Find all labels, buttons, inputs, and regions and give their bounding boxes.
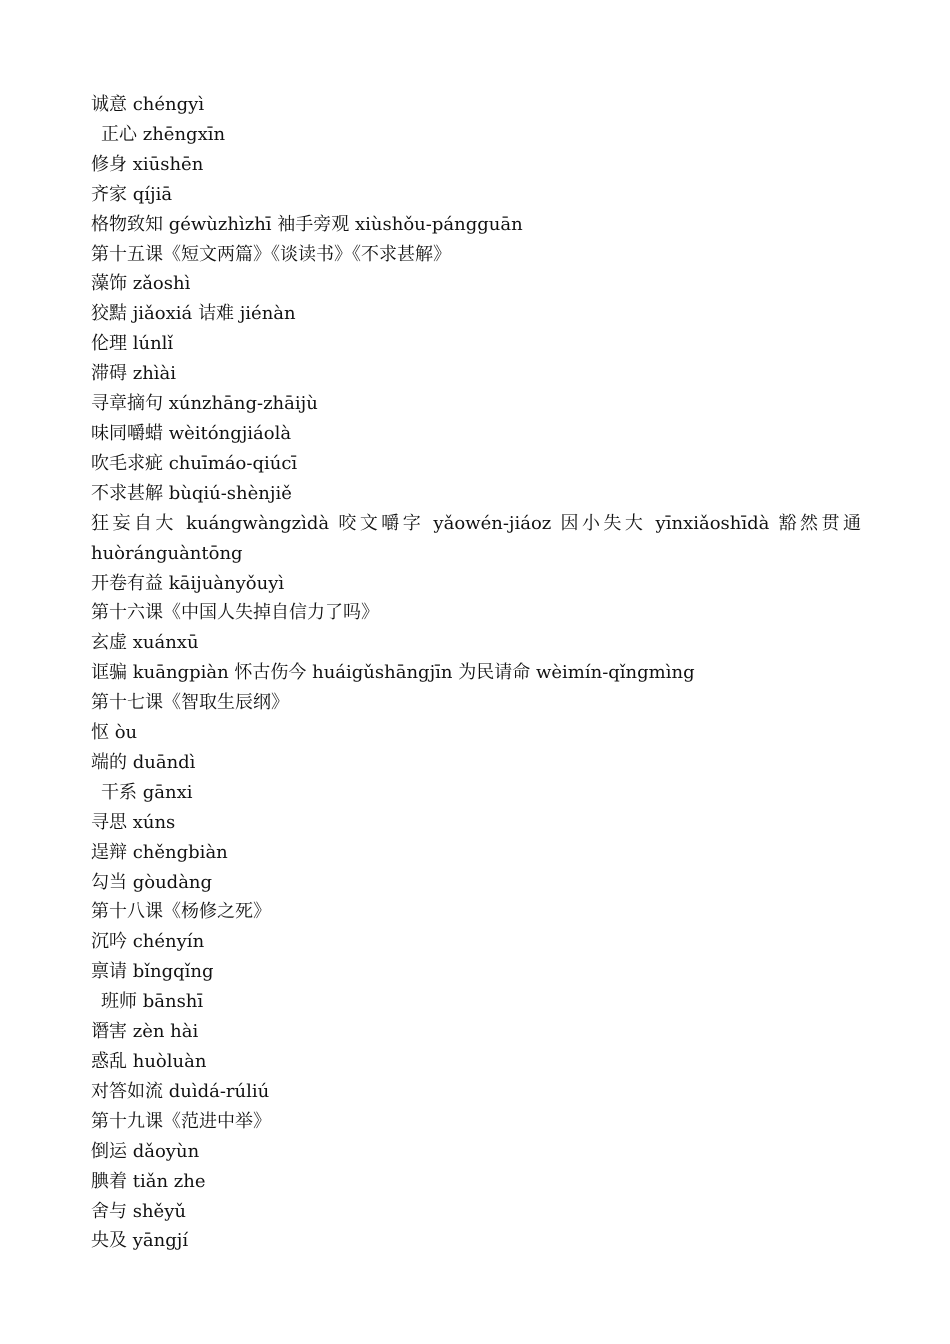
vocab-line: 滞碍 zhìài [91, 363, 177, 385]
vocab-line: 怄 òu [91, 722, 138, 744]
lesson-heading: 第十八课《杨修之死》 [91, 901, 271, 923]
vocab-line: 舍与 shěyǔ [91, 1200, 186, 1222]
vocab-line: 勾当 gòudàng [91, 871, 213, 893]
vocab-line: 藻饰 zǎoshì [91, 273, 191, 295]
vocab-line: 禀请 bǐngqǐng [91, 961, 214, 983]
vocab-line: 格物致知 géwùzhìzhī 袖手旁观 xiùshǒu-pángguān [91, 213, 523, 235]
vocabulary-list [91, 90, 861, 1256]
vocab-line: 味同嚼蜡 wèitóngjiáolà [91, 422, 292, 444]
vocab-line: 逞辩 chěngbiàn [91, 841, 228, 863]
vocab-line: 玄虚 xuánxū [91, 632, 199, 654]
lesson-heading: 第十九课《范进中举》 [91, 1110, 271, 1132]
vocab-line: 吹毛求疵 chuīmáo-qiúcī [91, 452, 298, 474]
vocab-line: 伦理 lúnlǐ [91, 333, 174, 355]
vocab-line: 寻思 xúns [91, 811, 176, 833]
vocab-line: 干系 gānxi [101, 781, 193, 803]
vocab-line: 对答如流 duìdá-rúliú [91, 1080, 270, 1102]
vocab-line: 班师 bānshī [101, 991, 204, 1013]
vocab-line: 诓骗 kuāngpiàn 怀古伤今 huáigǔshāngjīn 为民请命 wèimín-qǐngmìng [91, 662, 695, 684]
lesson-heading: 第十五课《短文两篇》《谈读书》《不求甚解》 [91, 243, 451, 265]
vocab-line: 惑乱 huòluàn [91, 1051, 207, 1072]
vocab-line: 端的 duāndì [91, 751, 196, 773]
vocab-line: 狡黠 jiǎoxiá 诘难 jiénàn [91, 303, 296, 325]
vocab-line: 倒运 dǎoyùn [91, 1140, 200, 1162]
vocab-line: 开卷有益 kāijuànyǒuyì [91, 572, 285, 594]
vocab-line: 腆着 tiǎn zhe [91, 1170, 206, 1192]
vocab-line: 央及 yāngjí [91, 1230, 189, 1252]
vocab-line: 谮害 zèn hài [91, 1021, 199, 1043]
vocab-line: 不求甚解 bùqiú-shènjiě [91, 482, 292, 504]
vocab-line: 沉吟 chényín [91, 931, 205, 953]
vocab-line: 寻章摘句 xúnzhāng-zhāijù [91, 393, 318, 415]
vocab-line: 诚意 chéngyì [91, 94, 205, 115]
vocab-line: 齐家 qíjiā [91, 183, 173, 205]
vocab-line: 修身 xiūshēn [91, 153, 204, 175]
vocab-line: 狂妄自大 kuángwàngzìdà 咬文嚼字 yǎowén-jiáoz 因小失大 yīnxiǎoshīdà 豁然贯通 huòránguàntōng [91, 512, 861, 564]
lesson-heading: 第十六课《中国人失掉自信力了吗》 [91, 602, 379, 624]
lesson-heading: 第十七课《智取生辰纲》 [91, 692, 289, 714]
vocab-line: 正心 zhēngxīn [101, 123, 226, 145]
